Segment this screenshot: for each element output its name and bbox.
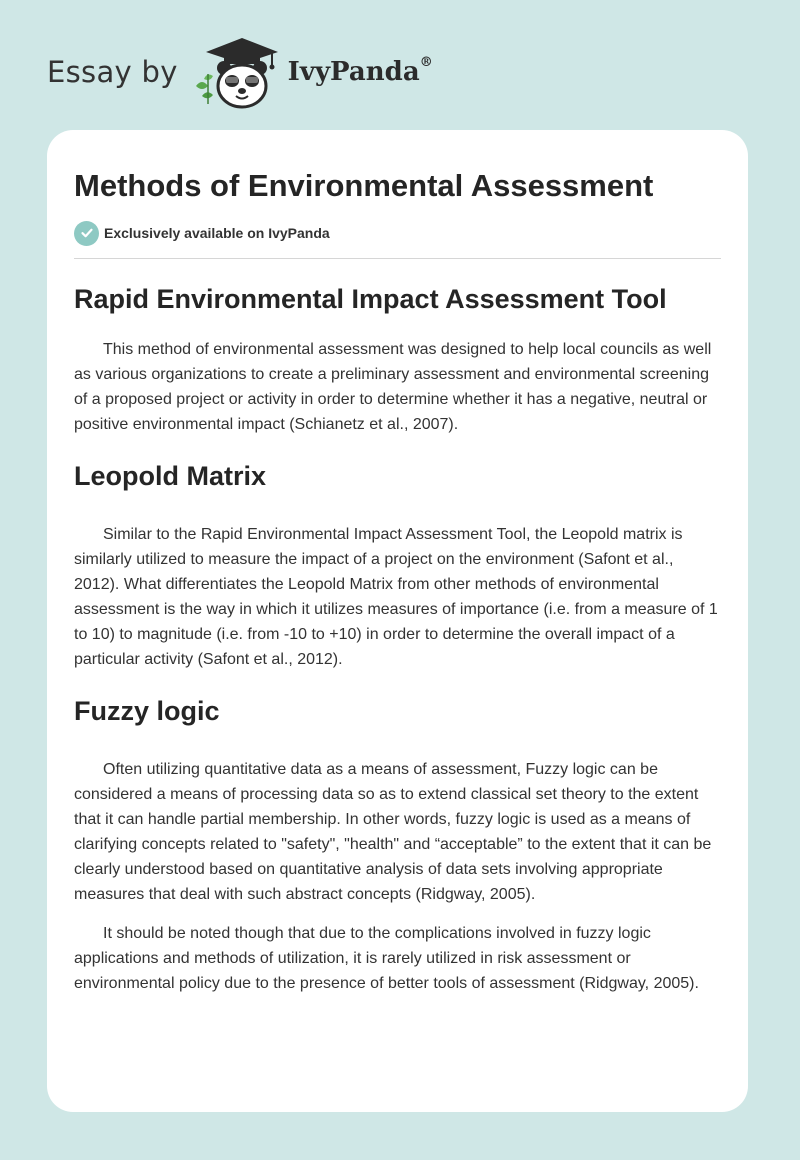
check-icon (74, 221, 99, 246)
section-paragraph: Often utilizing quantitative data as a means of assessment, Fuzzy logic can be considered a means of processing data so as to extend classical set theory to the extent that it can handle partial membership. In other words, fuzzy logic is used as a means of clarifying concepts related to "safety", "health" and “acceptable” to the extent that it can be clearly understood based on quantitative analysis of data sets involving appropriate measures that deal with such abstract concepts (Ridgway, 2005). (74, 761, 712, 903)
section-leopold-matrix (74, 458, 721, 672)
section-heading: Fuzzy logic (74, 696, 220, 726)
section-paragraph: This method of environmental assessment was designed to help local councils as well as various organizations to create a preliminary assessment and environmental screening of a proposed project or activity in order to determine whether it has a negative, neutral or positive environmental impact (Schianetz et al., 2007). (74, 341, 712, 433)
section-heading: Rapid Environmental Impact Assessment Tool (74, 284, 667, 314)
title-divider (74, 258, 721, 259)
brand-name[interactable]: IvyPanda® (287, 55, 433, 87)
panda-logo-icon[interactable] (192, 34, 284, 110)
article-card (47, 130, 748, 1112)
section-rapid-assessment (74, 281, 721, 437)
page-title: Methods of Environmental Assessment (74, 168, 654, 203)
section-fuzzy-logic (74, 693, 721, 996)
brand-prefix: Essay by (47, 55, 178, 89)
section-heading: Leopold Matrix (74, 461, 267, 491)
exclusive-badge (74, 219, 721, 247)
brand-header (47, 34, 433, 110)
badge-text: Exclusively available on IvyPanda (104, 225, 330, 241)
section-paragraph: Similar to the Rapid Environmental Impact Assessment Tool, the Leopold matrix is similarly utilized to measure the impact of a project on the environment (Safont et al., 2012). What differentiates the Leopold Matrix from other methods of environmental assessment is the way in which it utilizes measures of importance (i.e. from a measure of 1 to 10) to magnitude (i.e. from -10 to +10) in order to determine the overall impact of a particular activity (Safont et al., 2012). (74, 526, 718, 668)
section-paragraph: It should be noted though that due to the complications involved in fuzzy logic applications and methods of utilization, it is rarely utilized in risk assessment or environmental policy due to the presence of better tools of assessment (Ridgway, 2005). (74, 925, 699, 992)
